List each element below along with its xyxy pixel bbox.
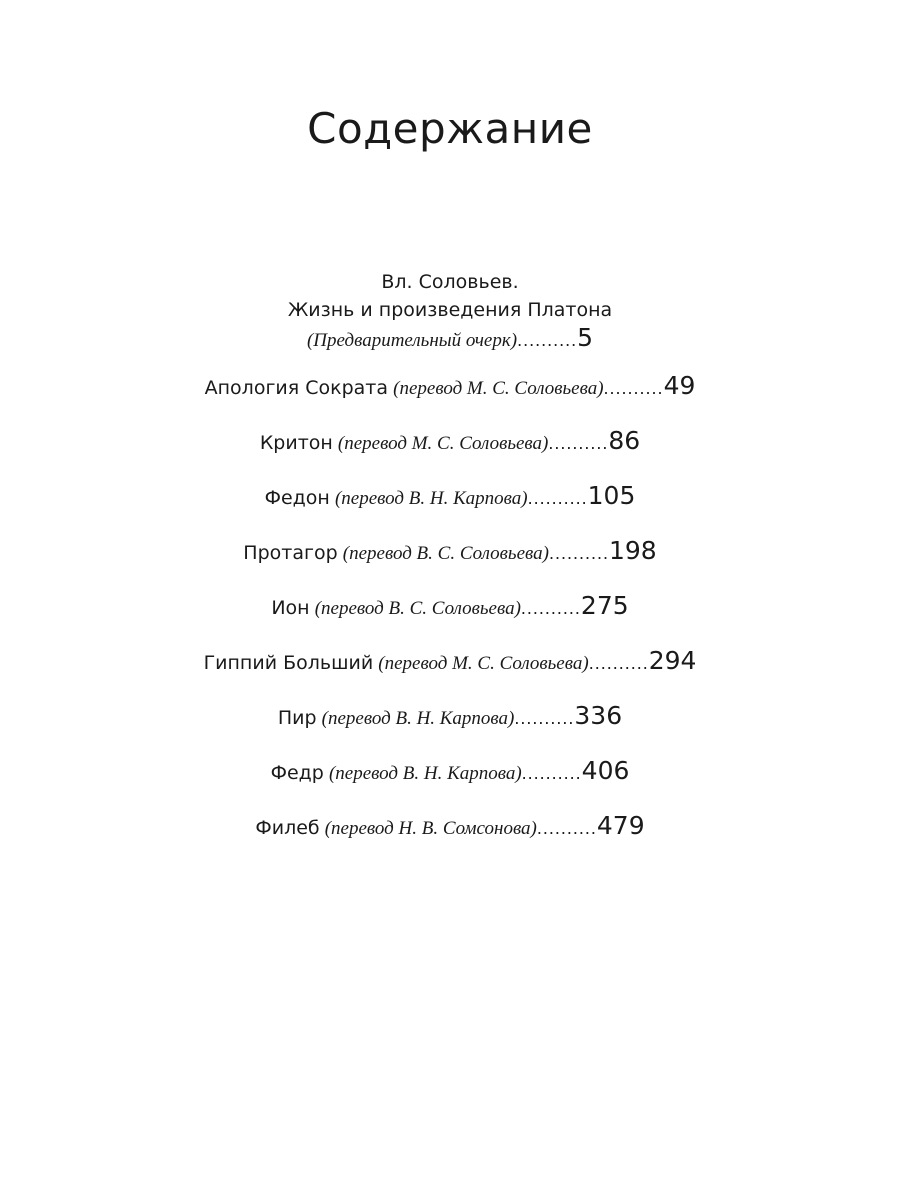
toc-entry <box>0 536 900 565</box>
page-number: 105 <box>587 481 636 510</box>
dot-leader: .......... <box>548 543 609 563</box>
entry-translator: (перевод В. Н. Карпова) <box>334 488 528 509</box>
intro-entry <box>0 268 900 355</box>
entry-translator: (перевод М. С. Соловьева) <box>337 433 549 454</box>
entry-title: Филеб <box>255 817 320 839</box>
entry-translator: (перевод В. С. Соловьева) <box>342 543 549 564</box>
page-number: 5 <box>577 323 594 352</box>
page-number: 479 <box>596 811 645 840</box>
entry-translator: (перевод В. Н. Карпова) <box>328 763 522 784</box>
page-number: 198 <box>608 536 657 565</box>
entry-translator: (перевод М. С. Соловьева) <box>378 653 589 674</box>
dot-leader: .......... <box>514 708 575 728</box>
intro-note: (Предварительный очерк) <box>306 330 518 351</box>
entry-translator: (перевод М. С. Соловьева) <box>393 378 604 399</box>
dot-leader: .......... <box>527 488 588 508</box>
toc-entry <box>0 481 900 510</box>
intro-note-line <box>0 324 900 355</box>
toc-entry <box>0 371 900 400</box>
page-number: 294 <box>648 646 697 675</box>
entry-title: Федр <box>270 762 324 784</box>
entry-title: Пир <box>277 707 317 729</box>
entry-title: Протагор <box>243 542 338 564</box>
dot-leader: .......... <box>548 433 609 453</box>
entry-title: Гиппий Больший <box>203 652 374 674</box>
toc-entry <box>0 701 900 730</box>
entry-translator: (перевод В. С. Соловьева) <box>314 598 521 619</box>
dot-leader: .......... <box>588 653 649 673</box>
entry-title: Ион <box>271 597 310 619</box>
toc-entry <box>0 811 900 840</box>
page-number: 275 <box>580 591 629 620</box>
dot-leader: .......... <box>536 818 597 838</box>
dot-leader: .......... <box>521 763 582 783</box>
dot-leader: .......... <box>603 378 664 398</box>
intro-work-title: Жизнь и произведения Платона <box>287 299 613 321</box>
page-number: 336 <box>574 701 623 730</box>
entry-title: Апология Сократа <box>204 377 389 399</box>
toc-entry <box>0 646 900 675</box>
intro-author: Вл. Соловьев. <box>381 271 519 293</box>
toc-entry <box>0 756 900 785</box>
toc-entry <box>0 591 900 620</box>
entry-translator: (перевод Н. В. Сомсонова) <box>324 818 537 839</box>
page-title: Содержание <box>307 104 593 153</box>
page-number: 86 <box>608 426 641 455</box>
page-number: 406 <box>581 756 630 785</box>
page-number: 49 <box>663 371 696 400</box>
entry-translator: (перевод В. Н. Карпова) <box>321 708 515 729</box>
entry-title: Федон <box>264 487 330 509</box>
toc-entry <box>0 426 900 455</box>
dot-leader: .......... <box>520 598 581 618</box>
entry-title: Критон <box>259 432 333 454</box>
dot-leader: .......... <box>517 330 578 350</box>
